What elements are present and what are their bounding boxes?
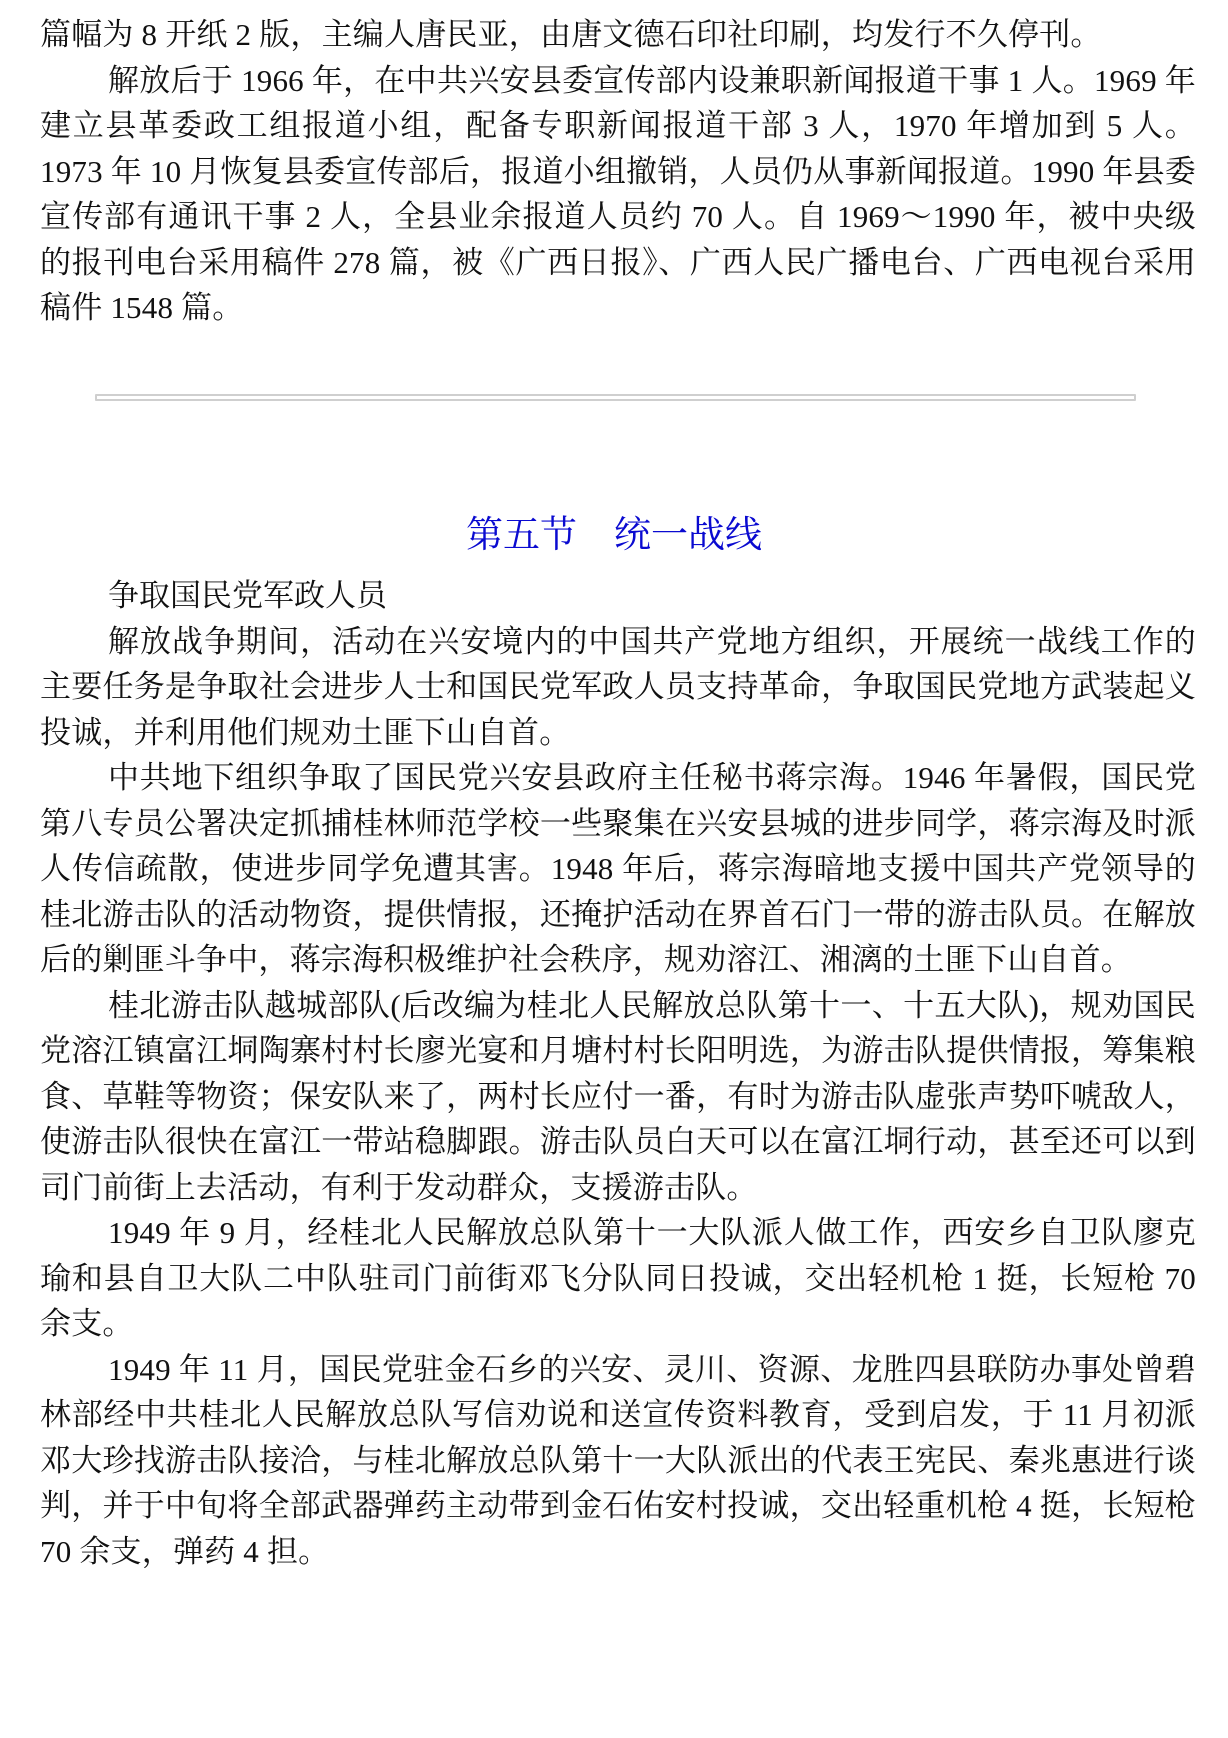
paragraph: 1949 年 11 月，国民党驻金石乡的兴安、灵川、资源、龙胜四县联防办事处曾碧林部经中共桂北人民解放总队写信劝说和送宣传资料教育，受到启发，于 11 月初派邓大珍找游击队接洽，与桂北解放总队第十一大队派出的代表王宪民、秦兆惠进行谈判，并于中旬将全部武器弹药主动带到金石佑安村投诚，交出轻重机枪 4 挺，长短枪 70 余支，弹药 4 担。 — [40, 1351, 1196, 1569]
section-body — [40, 573, 1196, 1574]
paragraph-continued: 篇幅为 8 开纸 2 版，主编人唐民亚，由唐文德石印社印刷，均发行不久停刊。 — [40, 17, 1102, 52]
section-divider — [95, 394, 1136, 401]
paragraph-news-reporting: 解放后于 1966 年，在中共兴安县委宣传部内设兼职新闻报道干事 1 人。1969 年建立县革委政工组报道小组，配备专职新闻报道干部 3 人，1970 年增加到 5 人。1973 年 10 月恢复县委宣传部后，报道小组撤销，人员仍从事新闻报道。1990 年县委宣传部有通讯干事 2 人，全县业余报道人员约 70 人。自 1969～1990 年，被中央级的报刊电台采用稿件 278 篇，被《广西日报》、广西人民广播电台、广西电视台采用稿件 1548 篇。 — [40, 62, 1196, 325]
section-title: 第五节 统一战线 — [466, 514, 762, 556]
paragraph: 1949 年 9 月，经桂北人民解放总队第十一大队派人做工作，西安乡自卫队廖克瑜和县自卫大队二中队驻司门前街邓飞分队同日投诚，交出轻机枪 1 挺，长短枪 70 余支。 — [40, 1215, 1196, 1341]
paragraph: 解放战争期间，活动在兴安境内的中国共产党地方组织，开展统一战线工作的主要任务是争取社会进步人士和国民党军政人员支持革命，争取国民党地方武装起义投诚，并利用他们规劝土匪下山自首。 — [40, 623, 1196, 750]
paragraph: 中共地下组织争取了国民党兴安县政府主任秘书蒋宗海。1946 年暑假，国民党第八专员公署决定抓捕桂林师范学校一些聚集在兴安县城的进步同学，蒋宗海及时派人传信疏散，使进步同学免遭其害。1948 年后，蒋宗海暗地支援中国共产党领导的桂北游击队的活动物资，提供情报，还掩护活动在界首石门一带的游击队员。在解放后的剿匪斗争中，蒋宗海积极维护社会秩序，规劝溶江、湘漓的土匪下山自首。 — [40, 760, 1196, 977]
paragraph: 桂北游击队越城部队(后改编为桂北人民解放总队第十一、十五大队)，规劝国民党溶江镇富江垌陶寨村村长廖光宴和月塘村村长阳明选，为游击队提供情报，筹集粮食、草鞋等物资；保安队来了，两村长应付一番，有时为游击队虚张声势吓唬敌人，使游击队很快在富江一带站稳脚跟。游击队员白天可以在富江垌行动，甚至还可以到司门前街上去活动，有利于发动群众，支援游击队。 — [40, 987, 1196, 1205]
subheading: 争取国民党军政人员 — [108, 578, 387, 613]
top-text-block — [40, 12, 1196, 331]
